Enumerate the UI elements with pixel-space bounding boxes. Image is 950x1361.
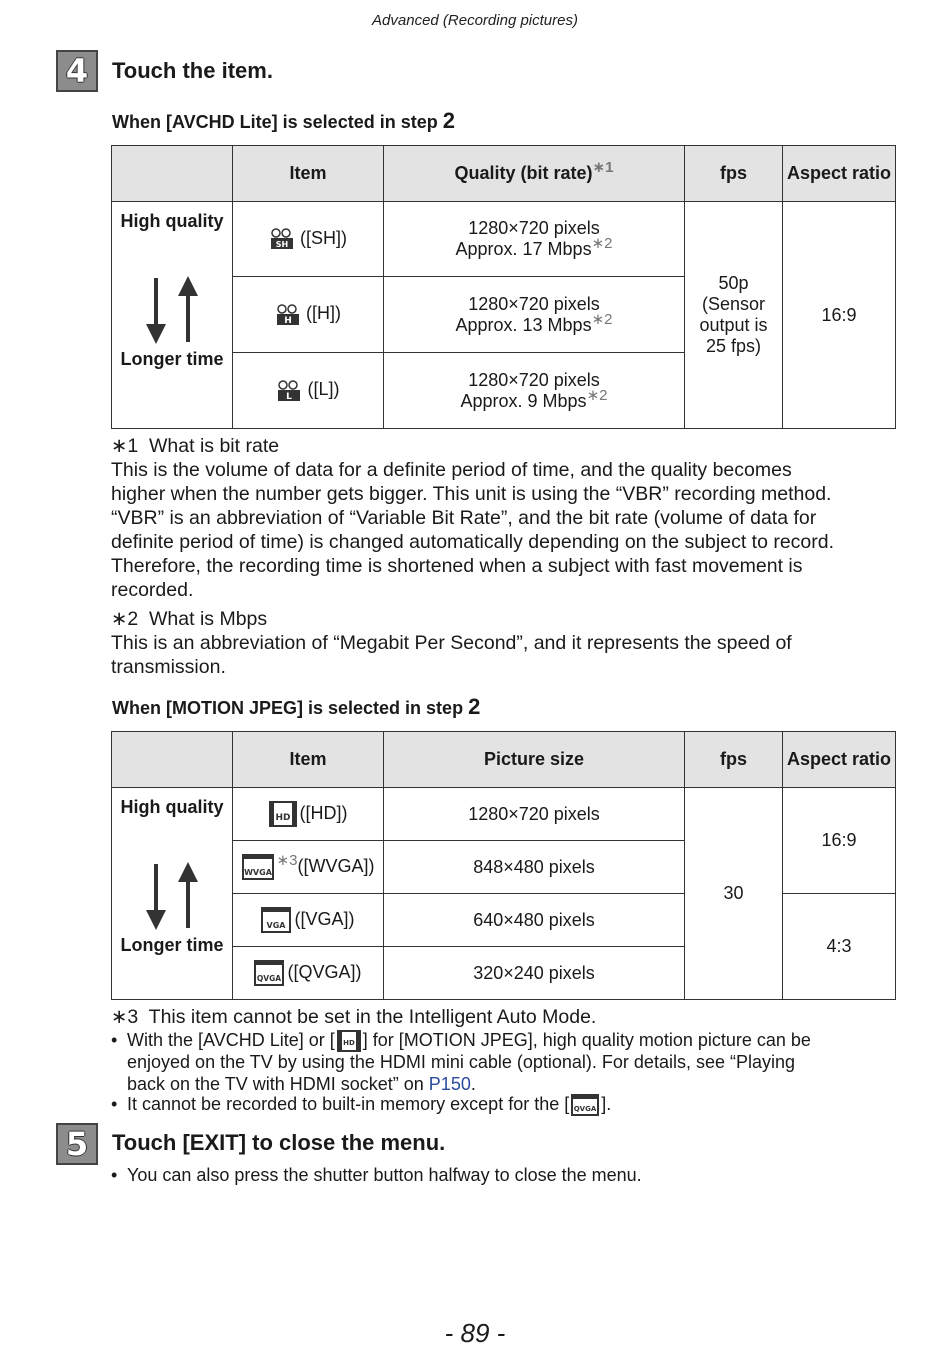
step-title: Touch [EXIT] to close the menu. [112, 1130, 446, 1155]
col-header-item: Item [233, 732, 384, 788]
item-cell: H ([H]) [233, 277, 384, 353]
quality-cell: 1280×720 pixels Approx. 9 Mbps$^{∗2}$ [384, 353, 685, 429]
movie-quality-icon [276, 380, 304, 402]
footnote-intelligent-auto: ∗3 This item cannot be set in the Intelligent Auto Mode. [111, 1006, 597, 1028]
col-header-fps: fps [685, 732, 783, 788]
size-cell: 1280×720 pixels [384, 788, 685, 841]
col-header-fps: fps [685, 146, 783, 202]
size-cell: 320×240 pixels [384, 947, 685, 1000]
svg-text:HD: HD [274, 813, 291, 823]
quality-scale [112, 202, 233, 429]
aspect-cell: 16:9 [783, 788, 896, 894]
table-corner [112, 732, 233, 788]
mjpeg-heading: When [MOTION JPEG] is selected in step 2 [112, 694, 481, 719]
svg-text:H: H [284, 315, 292, 326]
table-corner [112, 146, 233, 202]
fps-cell: 30 [685, 788, 783, 1000]
size-cell: 848×480 pixels [384, 841, 685, 894]
movie-quality-icon [269, 228, 297, 250]
film-size-icon [242, 854, 274, 880]
avchd-heading: When [AVCHD Lite] is selected in step 2 [112, 108, 455, 133]
film-size-icon [269, 801, 297, 827]
mjpeg-size-table [111, 731, 896, 1000]
aspect-cell: 4:3 [783, 894, 896, 1000]
svg-text:L: L [286, 391, 293, 402]
running-header: Advanced (Recording pictures) [372, 12, 578, 29]
film-size-icon [261, 907, 291, 933]
col-header-aspect: Aspect ratio [783, 146, 896, 202]
quality-scale [112, 788, 233, 1000]
quality-cell: 1280×720 pixels Approx. 17 Mbps$^{∗2}$ [384, 202, 685, 277]
page-link[interactable]: P150 [428, 1073, 471, 1094]
item-cell: QVGA ([QVGA]) [233, 947, 384, 1000]
aspect-cell: 16:9 [783, 202, 896, 429]
quality-bottom-label: Longer time [120, 349, 224, 369]
step-number-badge: 4 [56, 50, 98, 92]
item-cell: L ([L]) [233, 353, 384, 429]
col-header-picture-size: Picture size [384, 732, 685, 788]
svg-text:VGA: VGA [267, 921, 286, 930]
footnote-mbps: ∗2 What is Mbps This is an abbreviation of “Megabit Per Second”, and it represents the speed of transmission. [111, 608, 792, 678]
svg-text:HD: HD [342, 1039, 355, 1048]
item-cell: HD ([HD]) [233, 788, 384, 841]
quality-top-label: High quality [120, 211, 224, 231]
up-down-arrows-icon [140, 274, 204, 346]
size-cell: 640×480 pixels [384, 894, 685, 947]
step-title: Touch the item. [112, 58, 273, 83]
item-cell: VGA ([VGA]) [233, 894, 384, 947]
film-size-icon [571, 1094, 599, 1116]
col-header-quality: Quality (bit rate)$^{∗1}$ [384, 146, 685, 202]
movie-quality-icon [275, 304, 303, 326]
quality-top-label: High quality [120, 797, 224, 817]
up-down-arrows-icon [140, 860, 204, 932]
film-size-icon [337, 1030, 361, 1052]
footnote-bit-rate: ∗1 What is bit rate This is the volume of data for a definite period of time, and the quality becomes higher when the number gets bigger. This unit is using the “VBR” recording method. “VBR” is an abbreviation of “Variable Bit Rate”, and the bit rate (volume of data for definite period of time) is changed automatically depending on the subject to record. Therefore, the recording time is shortened when a subject with fast movement is recorded. [111, 435, 835, 601]
quality-cell: 1280×720 pixels Approx. 13 Mbps$^{∗2}$ [384, 277, 685, 353]
bullet-built-in-memory: • It cannot be recorded to built-in memory except for the [ QVGA ]. [111, 1094, 901, 1116]
svg-text:SH: SH [275, 240, 289, 250]
fps-cell: 50p (Sensor output is 25 fps) [685, 202, 783, 429]
page-number: - 89 - [444, 1318, 506, 1348]
col-header-aspect: Aspect ratio [783, 732, 896, 788]
svg-text:QVGA: QVGA [257, 974, 282, 983]
avchd-quality-table [111, 145, 896, 429]
svg-text:WVGA: WVGA [243, 868, 272, 877]
film-size-icon [254, 960, 284, 986]
item-cell: SH ([SH]) [233, 202, 384, 277]
bullet-shutter: • You can also press the shutter button halfway to close the menu. [111, 1165, 642, 1185]
bullet-hdmi: • With the [AVCHD Lite] or [ HD ] for [MOTION JPEG], high quality motion picture can be enjoyed on the TV by using the HDMI mini cable (optional). For details, see “Playing back on the TV with HDMI socket” on P150. [111, 1030, 811, 1094]
col-header-item: Item [233, 146, 384, 202]
quality-bottom-label: Longer time [120, 935, 224, 955]
item-cell: WVGA $^{∗3}$([WVGA]) [233, 841, 384, 894]
step-number-badge: 5 [56, 1123, 98, 1165]
svg-text:QVGA: QVGA [573, 1105, 597, 1114]
